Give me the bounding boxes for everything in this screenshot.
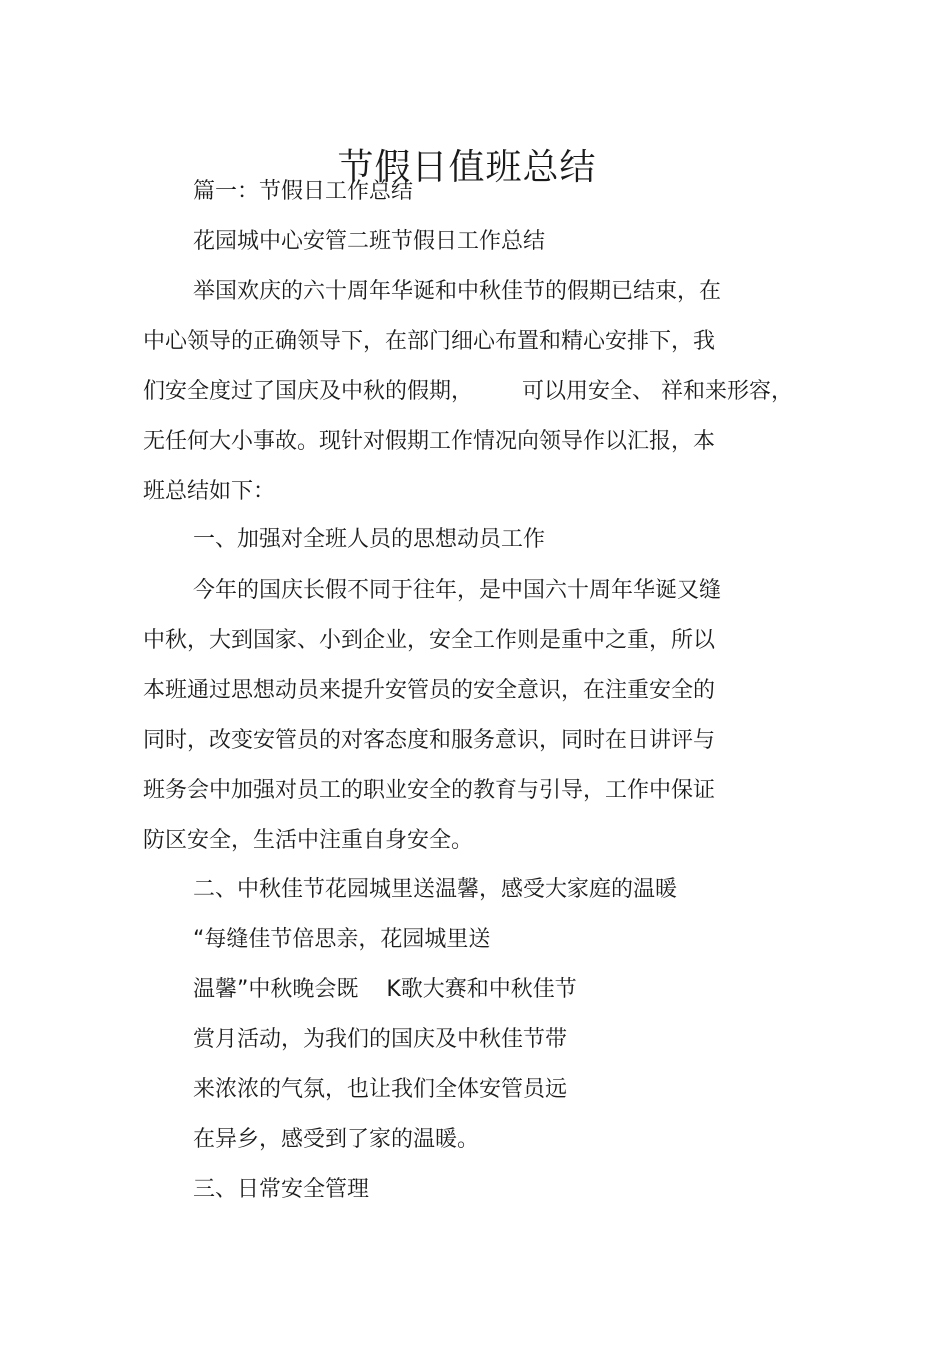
paragraph-line: 班务会中加强对员工的职业安全的教育与引导，工作中保证: [143, 778, 716, 803]
subtitle-line: 花园城中心安管二班节假日工作总结: [193, 229, 546, 254]
paragraph-line: “每缝佳节倍思亲，花园城里送: [193, 927, 491, 952]
paragraph-line: 同时，改变安管员的对客态度和服务意识，同时在日讲评与: [143, 728, 716, 753]
paragraph-line: 们安全度过了国庆及中秋的假期， 可以用安全、 祥和来形容，: [143, 379, 793, 404]
paragraph-line: 今年的国庆长假不同于往年，是中国六十周年华诞又缝: [193, 578, 722, 603]
section-heading-two: 二、中秋佳节花园城里送温馨，感受大家庭的温暖: [193, 877, 678, 902]
section-heading-part-one: 篇一：节假日工作总结: [193, 179, 414, 204]
document-title: 节假日值班总结: [337, 147, 597, 189]
paragraph-line: 防区安全，生活中注重自身安全。: [143, 828, 474, 853]
paragraph-line: 班总结如下：: [143, 479, 276, 504]
paragraph-line: 举国欢庆的六十周年华诞和中秋佳节的假期已结束，在: [193, 279, 722, 304]
paragraph-line: 温馨”中秋晚会既 K歌大赛和中秋佳节: [193, 977, 577, 1002]
section-heading-one: 一、加强对全班人员的思想动员工作: [193, 527, 546, 552]
paragraph-line: 中秋，大到国家、小到企业，安全工作则是重中之重，所以: [143, 628, 716, 653]
paragraph-line: 中心领导的正确领导下，在部门细心布置和精心安排下，我: [143, 329, 716, 354]
paragraph-line: 本班通过思想动员来提升安管员的安全意识，在注重安全的: [143, 678, 716, 703]
section-heading-three: 三、日常安全管理: [193, 1177, 370, 1202]
paragraph-line: 赏月活动，为我们的国庆及中秋佳节带: [193, 1027, 568, 1052]
paragraph-line: 在异乡，感受到了家的温暖。: [193, 1127, 480, 1152]
paragraph-line: 无任何大小事故。现针对假期工作情况向领导作以汇报，本: [143, 429, 716, 454]
paragraph-line: 来浓浓的气氛，也让我们全体安管员远: [193, 1077, 568, 1102]
